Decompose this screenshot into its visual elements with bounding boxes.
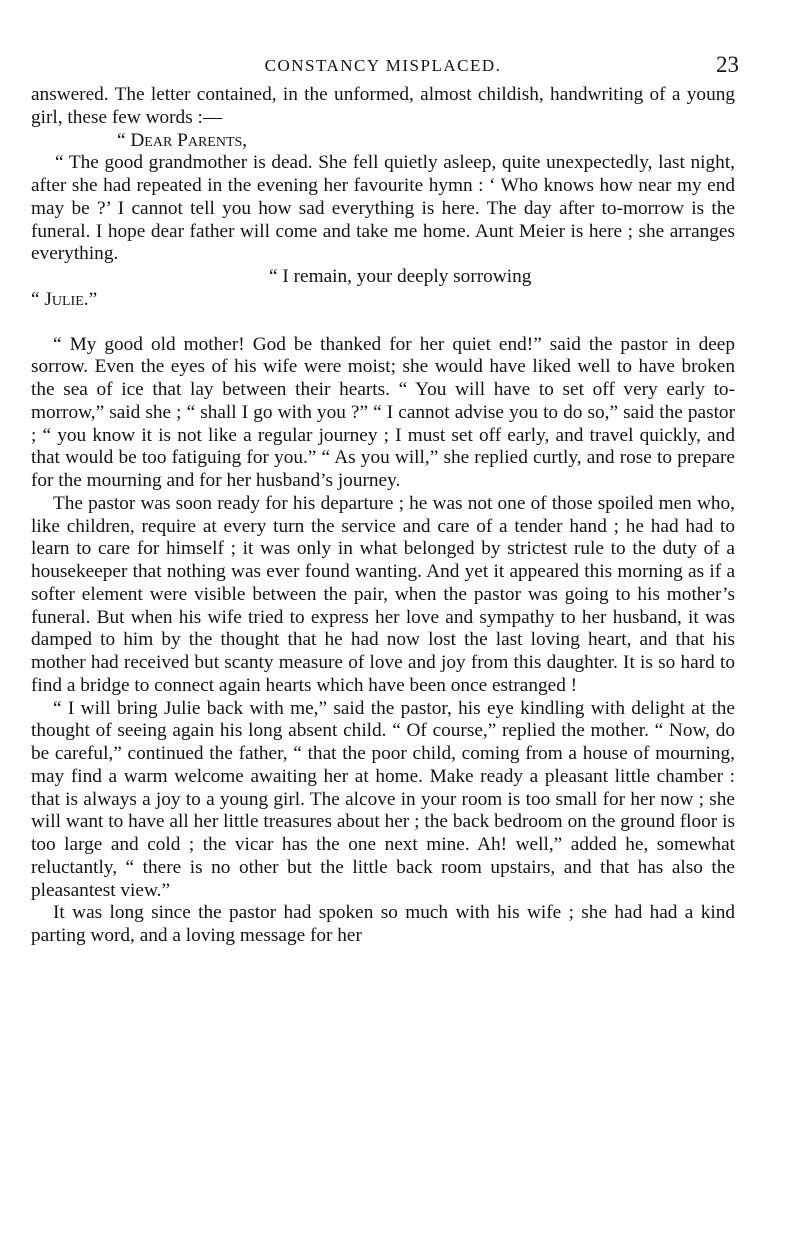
page-header (31, 50, 739, 84)
page-number: 23 (716, 52, 739, 77)
running-title: CONSTANCY MISPLACED. (264, 56, 502, 75)
body-text (31, 84, 735, 948)
letter-salutation: “ Dear Parents, (117, 129, 248, 151)
letter-closing: “ I remain, your deeply sorrowing (269, 266, 532, 287)
paragraph: “ I will bring Julie back with me,” said the pastor, his eye kindling with delight at the thought of seeing again his long absent child. “ Of course,” replied the mother. “ Now, do be careful,” continued the father, “ that the poor child, coming from a house of mourning, may find a warm welcome awaiting her at home. Make ready a pleasant little chamber : that is always a joy to a young girl. The alcove in your room is too small for her now ; she will want to have all her little treasures about her ; the back bedroom on the ground floor is too large and cold ; the vicar has the one next mine. Ah! well,” added he, somewhat reluctantly, “ there is no other but the little back room upstairs, and that has also the pleasantest view.” (31, 697, 735, 901)
paragraph: The pastor was soon ready for his departure ; he was not one of those spoiled men who, like children, require at every turn the service and care of a tender hand ; he had had to learn to care for himself ; it was only in what belonged by strictest rule to the duty of a housekeeper that nothing was ever found wanting. And yet it appeared this morning as if a softer element were visible between the pair, when the pastor was going to his mother’s funeral. But when his wife tried to express her love and sympathy to her husband, it was damped to him by the thought that he had now lost the last loving heart, and that his mother had received but scanty measure of love and joy from this daughter. It is so hard to find a bridge to connect again hearts which have been once estranged ! (31, 492, 735, 696)
paragraph-continuation: answered. The letter contained, in the unformed, almost childish, handwriting of a young girl, these few words :— (31, 84, 735, 128)
paragraph: “ My good old mother! God be thanked for her quiet end!” said the pastor in deep sorrow. Even the eyes of his wife were moist; she would have liked well to have broken the sea of ice that lay between their hearts. “ You will have to set off very early to-morrow,” said she ; “ shall I go with you ?” “ I cannot advise you to do so,” said the pastor ; “ you know it is not like a regular journey ; I must set off early, and travel quickly, and that would be too fatiguing for you.” “ As you will,” she replied curtly, and rose to prepare for the mourning and for her husband’s journey. (31, 333, 735, 491)
letter-body: “ The good grandmother is dead. She fell quietly asleep, quite unexpectedly, last night, after she had repeated in the evening her favourite hymn : ‘ Who knows how near my end may be ?’ I cannot tell you how sad everything is here. The day after to-morrow is the funeral. I hope dear father will come and take me home. Aunt Meier is here ; she arranges everything. (31, 152, 735, 265)
paragraph-gap (31, 312, 735, 334)
book-page (31, 50, 739, 948)
letter-signature: “ Julie.” (31, 288, 98, 310)
paragraph: It was long since the pastor had spoken so much with his wife ; she had had a kind parting word, and a loving message for her (31, 902, 735, 946)
